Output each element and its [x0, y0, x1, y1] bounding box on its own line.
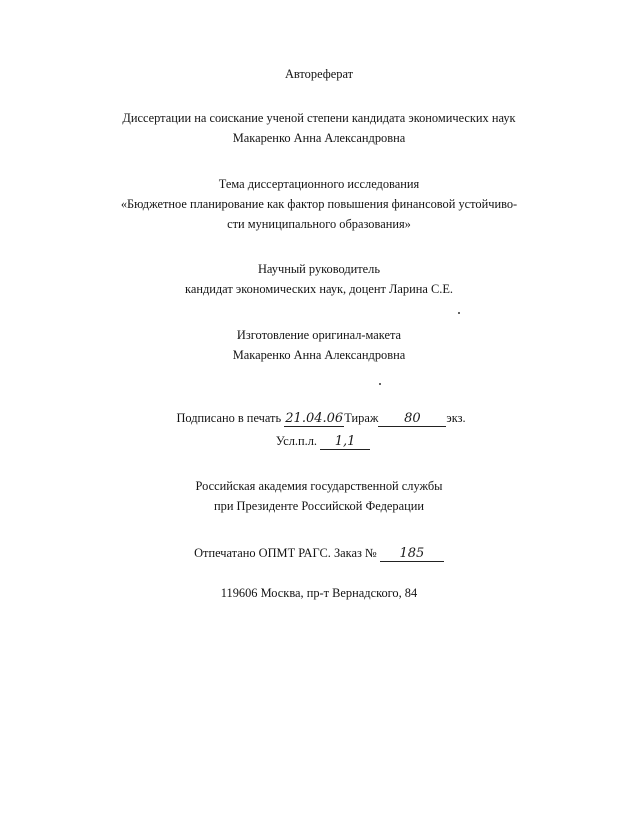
topic-line-1: «Бюджетное планирование как фактор повышения финансовой устойчиво-	[120, 197, 518, 211]
signed-date-handwritten: 21.04.06	[285, 411, 344, 426]
dissertation-degree-line: Диссертации на соискание ученой степени кандидата экономических наук	[122, 111, 516, 125]
sheets-label: Усл.п.л.	[275, 434, 317, 448]
circulation-handwritten: 80	[378, 412, 446, 427]
print-signed-line	[2, 410, 638, 427]
order-label: Отпечатано ОПМТ РАГС. Заказ №	[194, 546, 377, 560]
order-number-handwritten: 185	[380, 547, 444, 562]
supervisor-name: кандидат экономических наук, доцент Ларина С.Е.	[184, 282, 453, 296]
topic-line-2: сти муниципального образования»	[227, 217, 411, 231]
document-title: Автореферат	[284, 67, 354, 81]
scan-speck	[458, 312, 460, 314]
copies-suffix: экз.	[446, 411, 466, 425]
supervisor-label: Научный руководитель	[257, 262, 381, 276]
order-line	[0, 545, 638, 562]
institution-line-1: Российская академия государственной службы	[195, 479, 443, 493]
topic-label: Тема диссертационного исследования	[218, 177, 420, 191]
institution-line-2: при Президенте Российской Федерации	[214, 499, 424, 513]
scan-speck	[379, 383, 381, 385]
dissertation-author: Макаренко Анна Александровна	[232, 131, 406, 145]
sheets-handwritten: 1,1	[320, 435, 370, 450]
layout-maker-label: Изготовление оригинал-макета	[236, 328, 402, 342]
sheets-line	[4, 433, 638, 450]
signed-label: Подписано в печать	[176, 411, 282, 425]
layout-maker-name: Макаренко Анна Александровна	[232, 348, 406, 362]
address-line: 119606 Москва, пр-т Вернадского, 84	[220, 586, 418, 600]
circulation-label: Тираж	[344, 411, 379, 425]
